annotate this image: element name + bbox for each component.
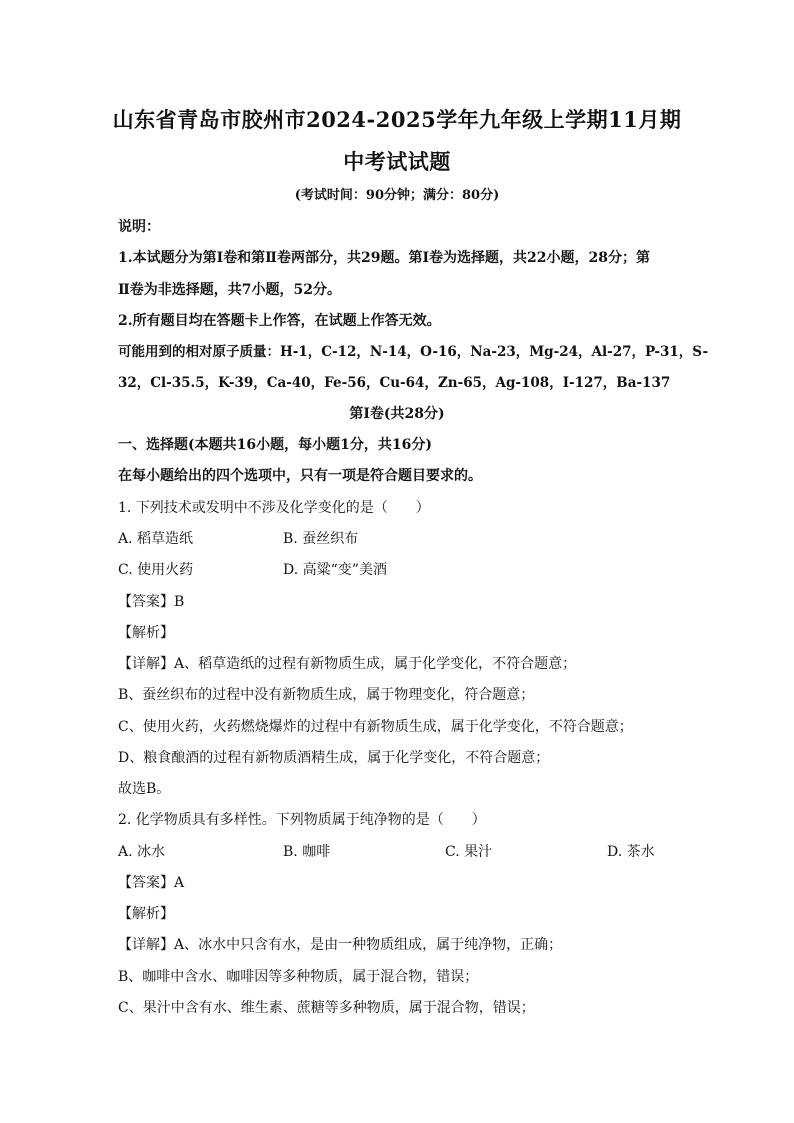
- q1-option-b: B. 蚕丝织布: [283, 531, 359, 547]
- q2-option-d: D. 茶水: [607, 844, 655, 860]
- instruction-item1-line2: Ⅱ卷为非选择题，共7小题，52分。: [118, 282, 342, 298]
- instructions-heading: 说明：: [118, 219, 160, 235]
- part-description: 在每小题给出的四个选项中，只有一项是符合题目要求的。: [118, 468, 482, 484]
- q1-analysis-label: 【解析】: [118, 625, 174, 641]
- q1-detail-line: C、使用火药，火药燃烧爆炸的过程中有新物质生成，属于化学变化，不符合题意；: [118, 719, 633, 735]
- instruction-item2: 2.所有题目均在答题卡上作答，在试题上作答无效。: [118, 313, 441, 329]
- exam-info: (考试时间：90分钟；满分：80分): [294, 188, 500, 203]
- q1-option-a: A. 稻草造纸: [118, 531, 194, 547]
- q1-stem: 1. 下列技术或发明中不涉及化学变化的是（ ）: [118, 500, 430, 516]
- q1-answer: 【答案】B: [118, 594, 185, 610]
- q1-option-d: D. 高粱“变”美酒: [283, 562, 387, 578]
- q1-detail-line: B、蚕丝织布的过程中没有新物质生成，属于物理变化，符合题意；: [118, 687, 535, 703]
- q2-detail-line: 【详解】A、冰水中只含有水，是由一种物质组成，属于纯净物，正确；: [118, 937, 563, 953]
- q1-detail-line: D、粮食酿酒的过程有新物质酒精生成，属于化学变化，不符合题意；: [118, 750, 550, 766]
- volume-title: 第Ⅰ卷(共28分): [349, 406, 445, 422]
- q2-answer: 【答案】A: [118, 875, 185, 891]
- exam-title-line2: 中考试试题: [343, 149, 451, 174]
- atomic-mass-line1: 可能用到的相对原子质量：H-1，C-12，N-14，O-16，Na-23，Mg-24，Al-27，P-31，S-: [118, 344, 709, 360]
- q2-option-a: A. 冰水: [118, 844, 166, 860]
- q2-detail-line: B、咖啡中含水、咖啡因等多种物质，属于混合物，错误；: [118, 969, 479, 985]
- q1-conclusion: 故选B。: [118, 781, 171, 797]
- q2-option-b: B. 咖啡: [283, 844, 331, 860]
- q1-detail-line: 【详解】A、稻草造纸的过程有新物质生成，属于化学变化，不符合题意；: [118, 656, 577, 672]
- q2-option-c: C. 果汁: [445, 844, 493, 860]
- instruction-item1-line1: 1.本试题分为第Ⅰ卷和第Ⅱ卷两部分，共29题。第Ⅰ卷为选择题，共22小题，28分；第: [118, 250, 650, 266]
- exam-title-line1: 山东省青岛市胶州市2024-2025学年九年级上学期11月期: [112, 107, 682, 132]
- q2-analysis-label: 【解析】: [118, 906, 174, 922]
- q2-stem: 2. 化学物质具有多样性。下列物质属于纯净物的是（ ）: [118, 812, 486, 828]
- q2-detail-line: C、果汁中含有水、维生素、蔗糖等多种物质，属于混合物，错误；: [118, 1000, 535, 1016]
- atomic-mass-line2: 32，Cl-35.5，K-39，Ca-40，Fe-56，Cu-64，Zn-65，Ag-108，I-127，Ba-137: [118, 375, 671, 391]
- q1-option-c: C. 使用火药: [118, 562, 194, 578]
- part-title: 一、选择题(本题共16小题，每小题1分，共16分): [118, 437, 432, 453]
